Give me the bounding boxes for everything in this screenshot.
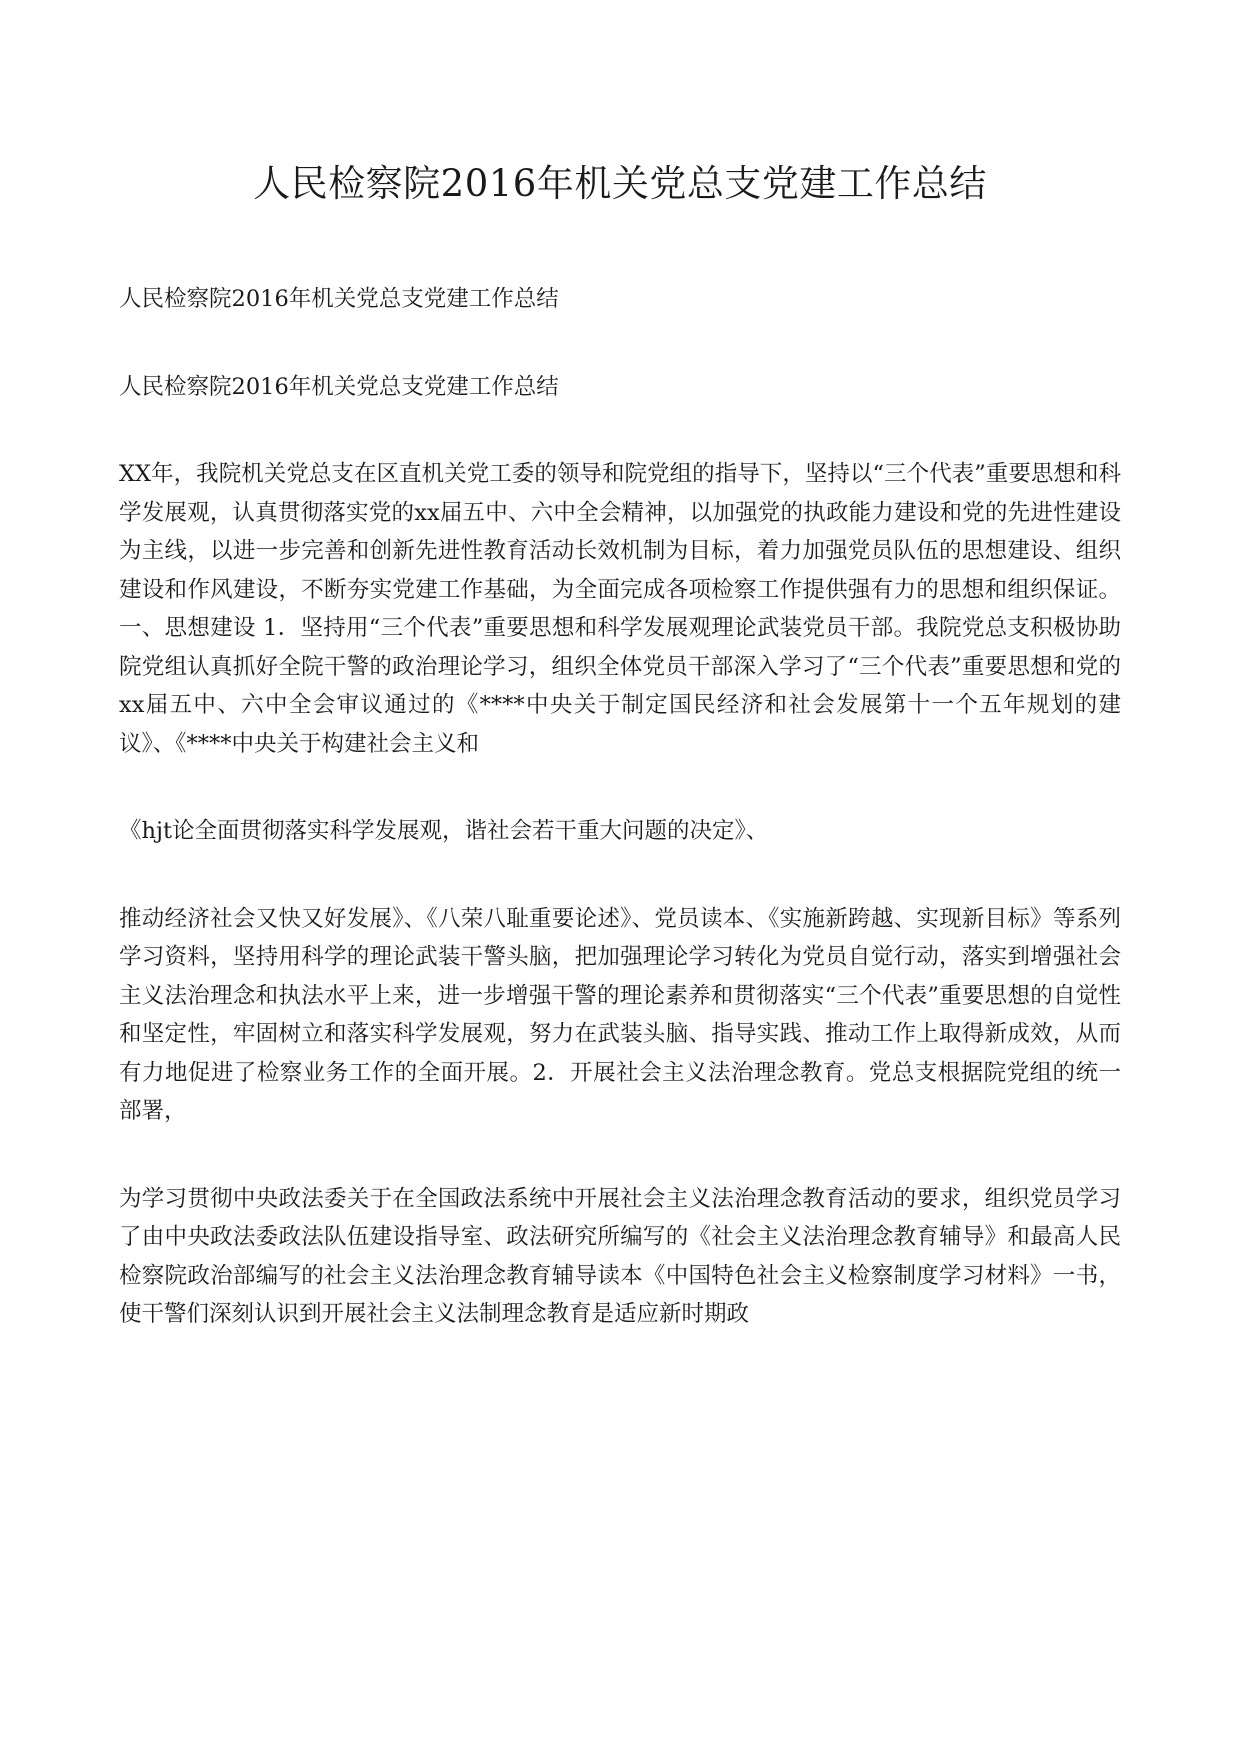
subtitle-line: 人民检察院2016年机关党总支党建工作总结 bbox=[119, 286, 559, 312]
document-title: 人民检察院2016年机关党总支党建工作总结 bbox=[253, 162, 987, 205]
body-paragraph: 为学习贯彻中央政法委关于在全国政法系统中开展社会主义法治理念教育活动的要求，组织党员学习了由中央政法委政法队伍建设指导室、政法研究所编写的《社会主义法治理念教育辅导》和最高人民检察院政治部编写的社会主义法治理念教育辅导读本《中国特色社会主义检察制度学习材料》一书，使干警们深刻认识到开展社会主义法制理念教育是适应新时期政 bbox=[119, 1185, 1121, 1327]
body-paragraph: 推动经济社会又快又好发展》、《八荣八耻重要论述》、党员读本、《实施新跨越、实现新目标》等系列学习资料，坚持用科学的理论武装干警头脑，把加强理论学习转化为党员自觉行动，落实到增强社会主义法治理念和执法水平上来，进一步增强干警的理论素养和贯彻落实“三个代表”重要思想的自觉性和坚定性，牢固树立和落实科学发展观，努力在武装头脑、指导实践、推动工作上取得新成效，从而有力地促进了检察业务工作的全面开展。2．开展社会主义法治理念教育。党总支根据院党组的统一部署， bbox=[119, 905, 1121, 1124]
body-paragraph: XX年，我院机关党总支在区直机关党工委的领导和院党组的指导下，坚持以“三个代表”重要思想和科学发展观，认真贯彻落实党的xx届五中、六中全会精神，以加强党的执政能力建设和党的先进性建设为主线，以进一步完善和创新先进性教育活动长效机制为目标，着力加强党员队伍的思想建设、组织建设和作风建设，不断夯实党建工作基础，为全面完成各项检察工作提供强有力的思想和组织保证。一、思想建设 1．坚持用“三个代表”重要思想和科学发展观理论武装党员干部。我院党总支积极协助院党组认真抓好全院干警的政治理论学习，组织全体党员干部深入学习了“三个代表”重要思想和党的xx届五中、六中全会审议通过的《****中央关于制定国民经济和社会发展第十一个五年规划的建议》、《****中央关于构建社会主义和 bbox=[119, 461, 1121, 757]
body-paragraph: 《hjt论全面贯彻落实科学发展观，谐社会若干重大问题的决定》、 bbox=[119, 818, 769, 844]
subtitle-line: 人民检察院2016年机关党总支党建工作总结 bbox=[119, 373, 559, 400]
document-body bbox=[119, 280, 1121, 1334]
